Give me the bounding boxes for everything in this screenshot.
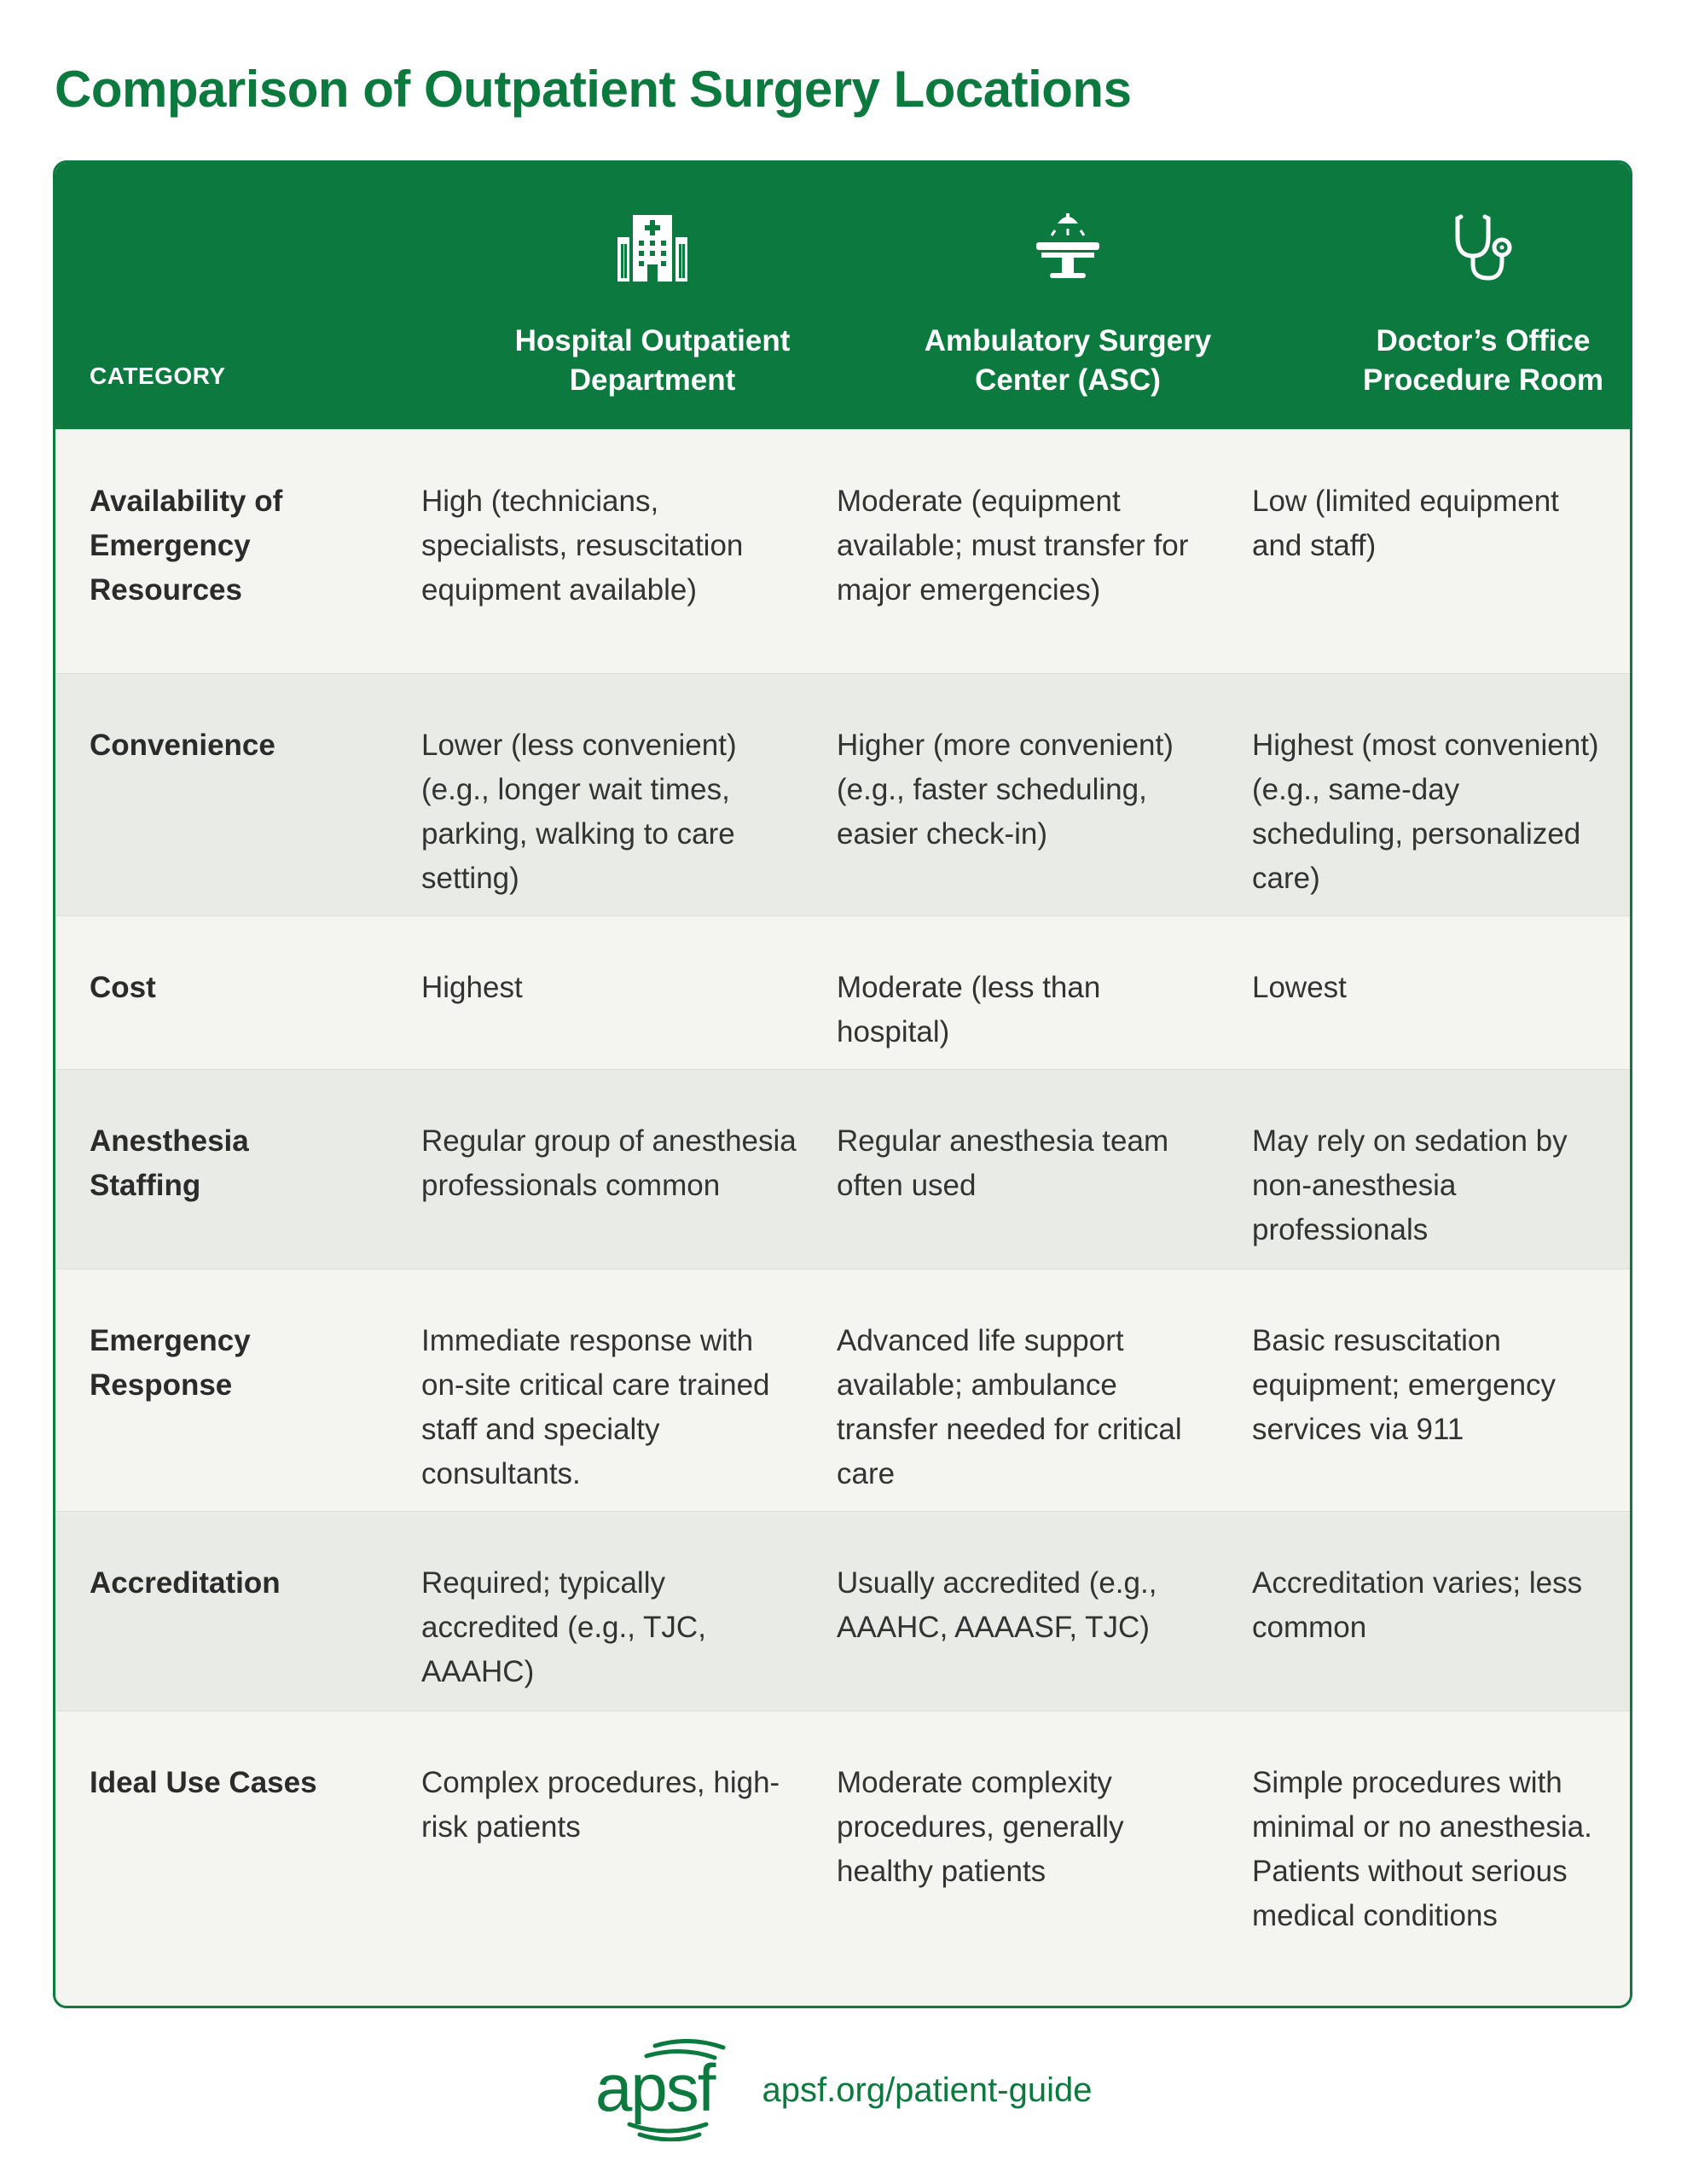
cell-hospital: Complex procedures, high-risk patients <box>421 1766 780 1844</box>
table-row-availability <box>55 429 1630 673</box>
cell-asc: Advanced life support available; ambulance transfer needed for critical care <box>837 1324 1182 1490</box>
footer <box>0 2030 1687 2150</box>
row-category: Cost <box>90 971 156 1004</box>
cell-office: Low (limited equipment and staff) <box>1252 485 1559 562</box>
column-header-asc <box>884 206 1251 400</box>
cell-office: Simple procedures with minimal or no anesthesia. Patients without serious medical conditions <box>1252 1766 1592 1932</box>
column-label-asc: Ambulatory Surgery Center (ASC) <box>924 324 1212 397</box>
cell-asc: Moderate (less than hospital) <box>837 971 1101 1048</box>
table-row-anesthesia-staffing <box>55 1069 1630 1269</box>
row-category: Accreditation <box>90 1566 281 1600</box>
surgical-table-icon <box>884 206 1251 291</box>
cell-office: Basic resuscitation equipment; emergency services via 911 <box>1252 1324 1557 1446</box>
table-row-ideal-use-cases <box>55 1711 1630 2001</box>
cell-hospital: Required; typically accredited (e.g., TJC, AAAHC) <box>421 1566 706 1688</box>
cell-hospital: Highest <box>421 971 523 1004</box>
row-category: Ideal Use Cases <box>90 1766 317 1799</box>
column-header-hospital <box>469 206 836 400</box>
table-row-accreditation <box>55 1511 1630 1711</box>
comparison-table <box>53 160 1632 2008</box>
column-label-hospital: Hospital Outpatient Department <box>514 324 791 397</box>
row-category: Convenience <box>90 729 275 762</box>
column-header-office <box>1300 206 1632 400</box>
cell-asc: Moderate (equipment available; must transfer for major emergencies) <box>837 485 1189 607</box>
table-header <box>55 163 1630 429</box>
cell-asc: Usually accredited (e.g., AAAHC, AAAASF, TJC) <box>837 1566 1157 1644</box>
stethoscope-icon <box>1300 206 1632 291</box>
table-row-convenience <box>55 673 1630 915</box>
cell-office: Accreditation varies; less common <box>1252 1566 1583 1644</box>
row-category: Emergency Response <box>90 1324 251 1402</box>
page-title: Comparison of Outpatient Surgery Locations <box>55 61 1132 118</box>
column-label-office: Doctor’s Office Procedure Room <box>1363 324 1603 397</box>
table-row-cost <box>55 915 1630 1069</box>
hospital-building-icon <box>469 206 836 291</box>
cell-hospital: Immediate response with on-site critical care trained staff and specialty consultants. <box>421 1324 770 1490</box>
logo-text: apsf <box>594 2050 714 2125</box>
category-column-header: CATEGORY <box>90 363 226 389</box>
cell-office: Highest (most convenient) (e.g., same-day scheduling, personalized care) <box>1252 729 1599 895</box>
row-category: Availability of Emergency Resources <box>90 485 283 607</box>
cell-office: Lowest <box>1252 971 1347 1004</box>
cell-hospital: High (technicians, specialists, resuscitation equipment available) <box>421 485 744 607</box>
cell-asc: Regular anesthesia team often used <box>837 1124 1169 1202</box>
apsf-logo <box>595 2039 740 2141</box>
cell-asc: Moderate complexity procedures, generally healthy patients <box>837 1766 1124 1888</box>
footer-link[interactable]: apsf.org/patient-guide <box>762 2071 1093 2109</box>
row-category: Anesthesia Staffing <box>90 1124 249 1202</box>
cell-hospital: Regular group of anesthesia professionals common <box>421 1124 797 1202</box>
cell-office: May rely on sedation by non-anesthesia professionals <box>1252 1124 1568 1246</box>
cell-asc: Higher (more convenient) (e.g., faster scheduling, easier check-in) <box>837 729 1174 851</box>
table-row-emergency-response <box>55 1269 1630 1511</box>
cell-hospital: Lower (less convenient) (e.g., longer wait times, parking, walking to care setting) <box>421 729 737 895</box>
